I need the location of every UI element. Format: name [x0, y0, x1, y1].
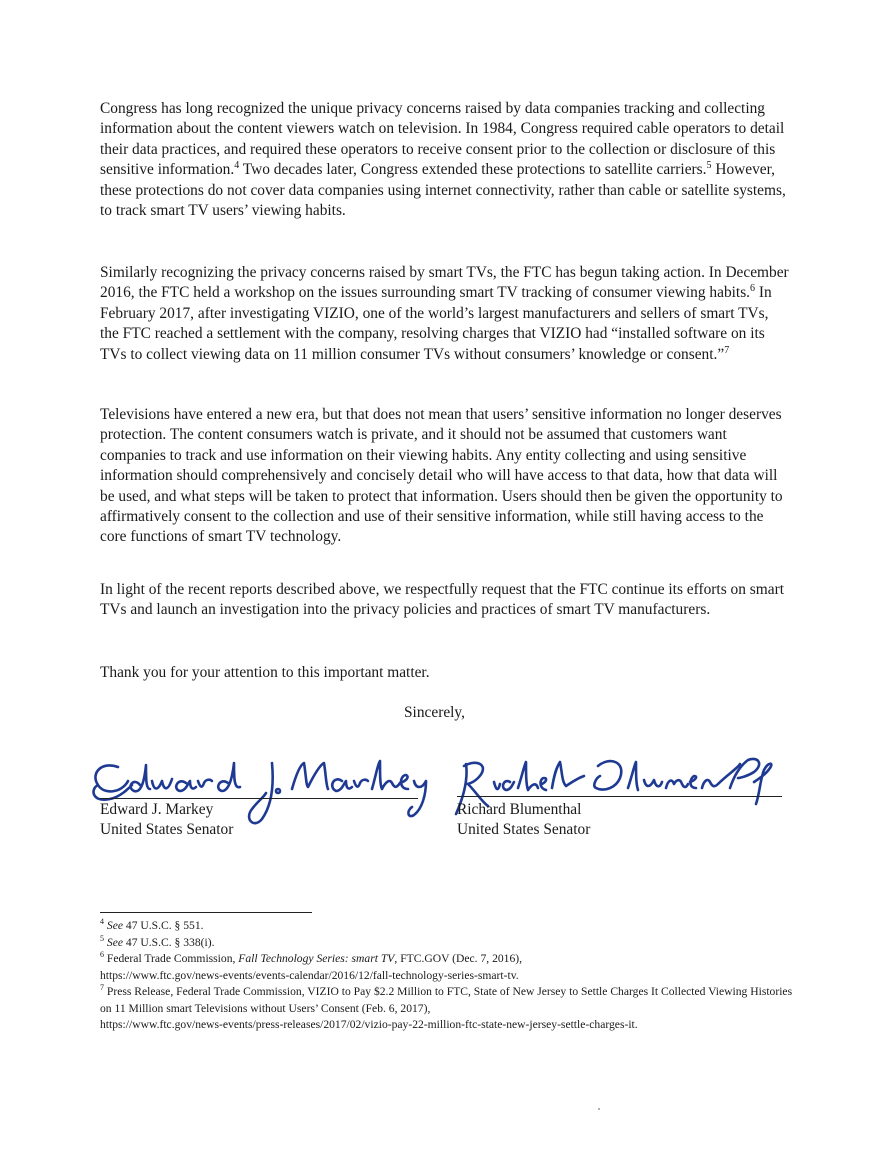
body-paragraph-1: Congress has long recognized the unique privacy concerns raised by data companies tracking and collecting information about the content viewers watch on television. In 1984, Congress required cable operators to detail their data practices, and required these operators to receive consent prior to the collection or disclosure of this sensitive information.$^4$ Two decades later, Congress extended these protections to satellite carriers.$^5$ However, these protections do not cover data companies using internet connectivity, rather than cable or satellite systems, to track smart TV users’ viewing habits.	[100, 100, 786, 220]
signatory-title: United States Senator	[100, 821, 234, 838]
footnote-ref-4: 4	[234, 160, 240, 172]
closing-salutation: Sincerely,	[404, 704, 465, 721]
footnote-7-url: https://www.ftc.gov/news-events/press-releases/2017/02/vizio-pay-22-million-ftc-state-new-jersey-settle-charges-it.	[100, 1018, 638, 1031]
footnote-ref-7: 7	[724, 344, 730, 356]
signature-line-right	[457, 796, 782, 797]
body-paragraph-3: Televisions have entered a new era, but that does not mean that users’ sensitive information no longer deserves protection. The content consumers watch is private, and it should not be assumed that customers want companies to track and use information on their viewing habits. Any entity collecting and using sensitive information should comprehensively and concisely detail who will have access to that data, how that data will be used, and what steps will be taken to protect that information. Users should then be given the opportunity to affirmatively consent to the collection and use of their sensitive information, while still having access to the core functions of smart TV technology.	[100, 406, 783, 546]
signatory-blumenthal	[457, 800, 590, 840]
signatory-name: Edward J. Markey	[100, 801, 214, 818]
signatory-name: Richard Blumenthal	[457, 801, 582, 818]
signatory-title: United States Senator	[457, 821, 591, 838]
body-paragraph-4: In light of the recent reports described above, we respectfully request that the FTC continue its efforts on smart TVs and launch an investigation into the privacy policies and practices of smart TV manufacturers.	[100, 581, 784, 619]
footnote-4: $^4$ See 47 U.S.C. § 551.	[100, 917, 204, 932]
footnote-ref-6: 6	[750, 283, 756, 295]
footnote-7: $^7$ Press Release, Federal Trade Commission, VIZIO to Pay $2.2 Million to FTC, State of New Jersey to Settle Charges It Collected Viewing Histories on 11 Million smart Televisions without Users’ Consent (Feb. 6, 2017), https://www.ftc.gov/news-events/press-releases/2017/02/vizio-pay-22-million-ftc-state-new-jersey-settle-charges-it.	[100, 983, 793, 1031]
footnote-5: $^5$ See 47 U.S.C. § 338(i).	[100, 933, 215, 949]
signature-line-left	[100, 798, 418, 799]
footnote-ref-5: 5	[706, 160, 712, 172]
footnote-6: $^6$ Federal Trade Commission, Fall Technology Series: smart TV, FTC.GOV (Dec. 7, 2016), https://www.ftc.gov/news-events/events-calendar/2016/12/fall-technology-series-smart-tv.	[100, 950, 523, 982]
body-paragraph-2: Similarly recognizing the privacy concerns raised by smart TVs, the FTC has begun taking action. In December 2016, the FTC held a workshop on the issues surrounding smart TV tracking of consumer viewing habits.$^6$ In February 2017, after investigating VIZIO, one of the world’s largest manufacturers and sellers of smart TVs, the FTC reached a settlement with the company, resolving charges that VIZIO had “installed software on its TVs to collect viewing data on 11 million consumer TVs without consumers’ knowledge or consent.”$^7$	[100, 264, 789, 363]
footnotes	[100, 918, 800, 1034]
footnote-separator	[100, 912, 312, 913]
body-paragraph-5: Thank you for your attention to this important matter.	[100, 664, 430, 681]
footnote-6-url: https://www.ftc.gov/news-events/events-calendar/2016/12/fall-technology-series-smart-tv.	[100, 968, 519, 982]
signatory-markey	[100, 800, 233, 840]
scan-speck	[598, 1108, 600, 1110]
